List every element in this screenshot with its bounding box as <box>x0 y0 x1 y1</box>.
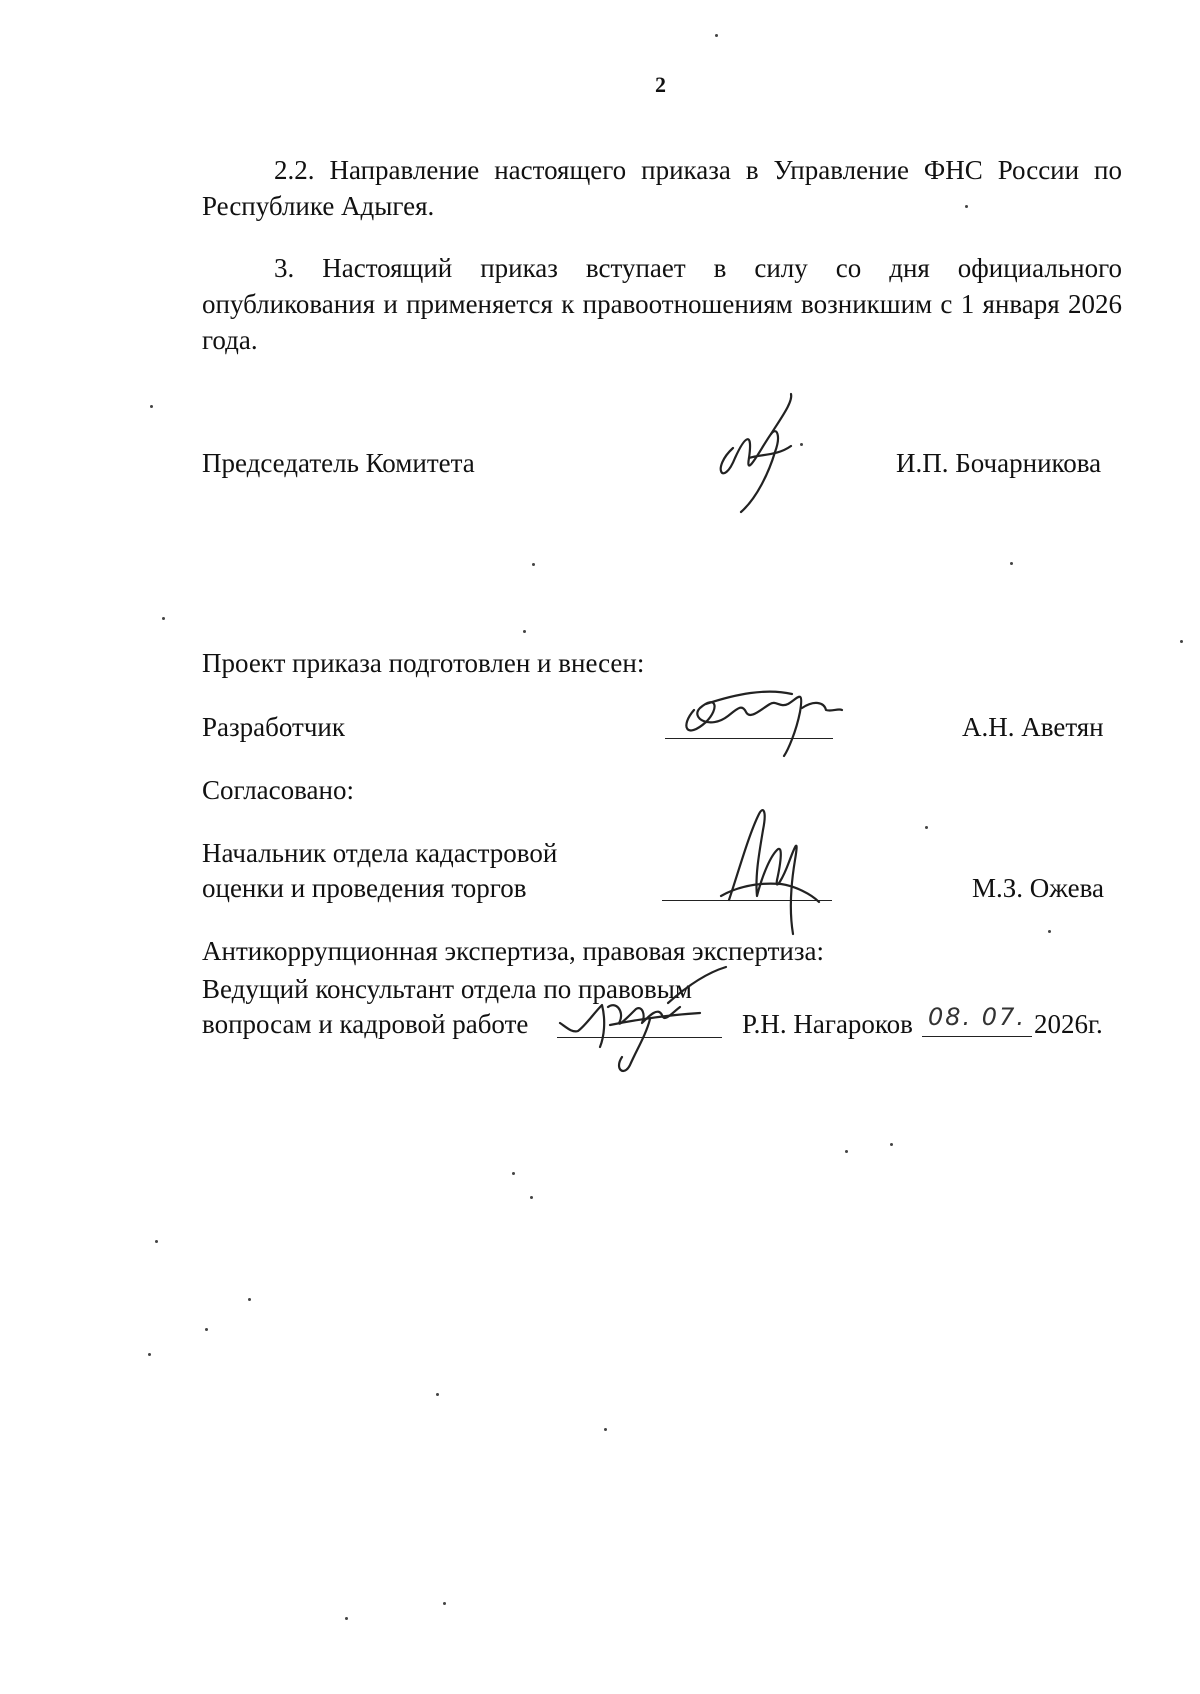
expertise-label: Антикоррупционная экспертиза, правовая экспертиза: <box>202 936 825 966</box>
consultant-name: Р.Н. Нагароков <box>742 1009 913 1039</box>
scan-speck <box>1048 930 1051 933</box>
department-head-name: М.З. Ожева <box>972 873 1104 903</box>
scan-speck <box>925 826 928 829</box>
scan-speck <box>532 563 535 566</box>
scan-speck <box>162 617 165 620</box>
scan-speck <box>800 443 803 446</box>
chairman-name: И.П. Бочарникова <box>896 448 1102 478</box>
scan-speck <box>890 1143 893 1146</box>
scan-speck <box>150 405 153 408</box>
chairman-title: Председатель Комитета <box>202 448 475 478</box>
date-year: 2026г. <box>1034 1009 1103 1039</box>
date-handwritten: 08. 07. <box>928 1003 1026 1031</box>
scan-speck <box>155 1240 158 1243</box>
scan-speck <box>523 630 526 633</box>
date-underline <box>922 1036 1032 1037</box>
consultant-signature <box>550 965 740 1075</box>
scan-speck <box>1010 562 1013 565</box>
paragraph-3: 3. Настоящий приказ вступает в силу со дня официального опубликования и применяется к правоотношениям возникшим с 1 января 2026 года. <box>202 253 1122 355</box>
consultant-role-line2: вопросам и кадровой работе <box>202 1009 529 1039</box>
scan-speck <box>965 205 968 208</box>
paragraph-2-2: 2.2. Направление настоящего приказа в Управление ФНС России по Республике Адыгея. <box>202 155 1122 221</box>
scan-speck <box>1180 640 1183 643</box>
project-note: Проект приказа подготовлен и внесен: <box>202 648 645 678</box>
developer-signature <box>676 664 846 764</box>
agreed-label: Согласовано: <box>202 775 354 805</box>
scan-speck <box>715 34 718 37</box>
scan-speck <box>512 1172 515 1175</box>
scan-speck <box>845 1150 848 1153</box>
chairman-signature <box>705 388 815 518</box>
page-number: 2 <box>655 72 666 97</box>
scan-speck <box>436 1393 439 1396</box>
scan-speck <box>443 1602 446 1605</box>
department-head-signature <box>715 800 825 940</box>
department-head-role-line2: оценки и проведения торгов <box>202 873 527 903</box>
scan-speck <box>248 1298 251 1301</box>
consultant-role-line1: Ведущий консультант отдела по правовым <box>202 974 693 1004</box>
scan-speck <box>345 1617 348 1620</box>
department-head-role-line1: Начальник отдела кадастровой <box>202 838 558 868</box>
scan-speck <box>148 1353 151 1356</box>
scan-speck <box>530 1196 533 1199</box>
developer-role: Разработчик <box>202 712 345 742</box>
developer-name: А.Н. Аветян <box>962 712 1104 742</box>
scan-speck <box>604 1428 607 1431</box>
scan-speck <box>205 1328 208 1331</box>
